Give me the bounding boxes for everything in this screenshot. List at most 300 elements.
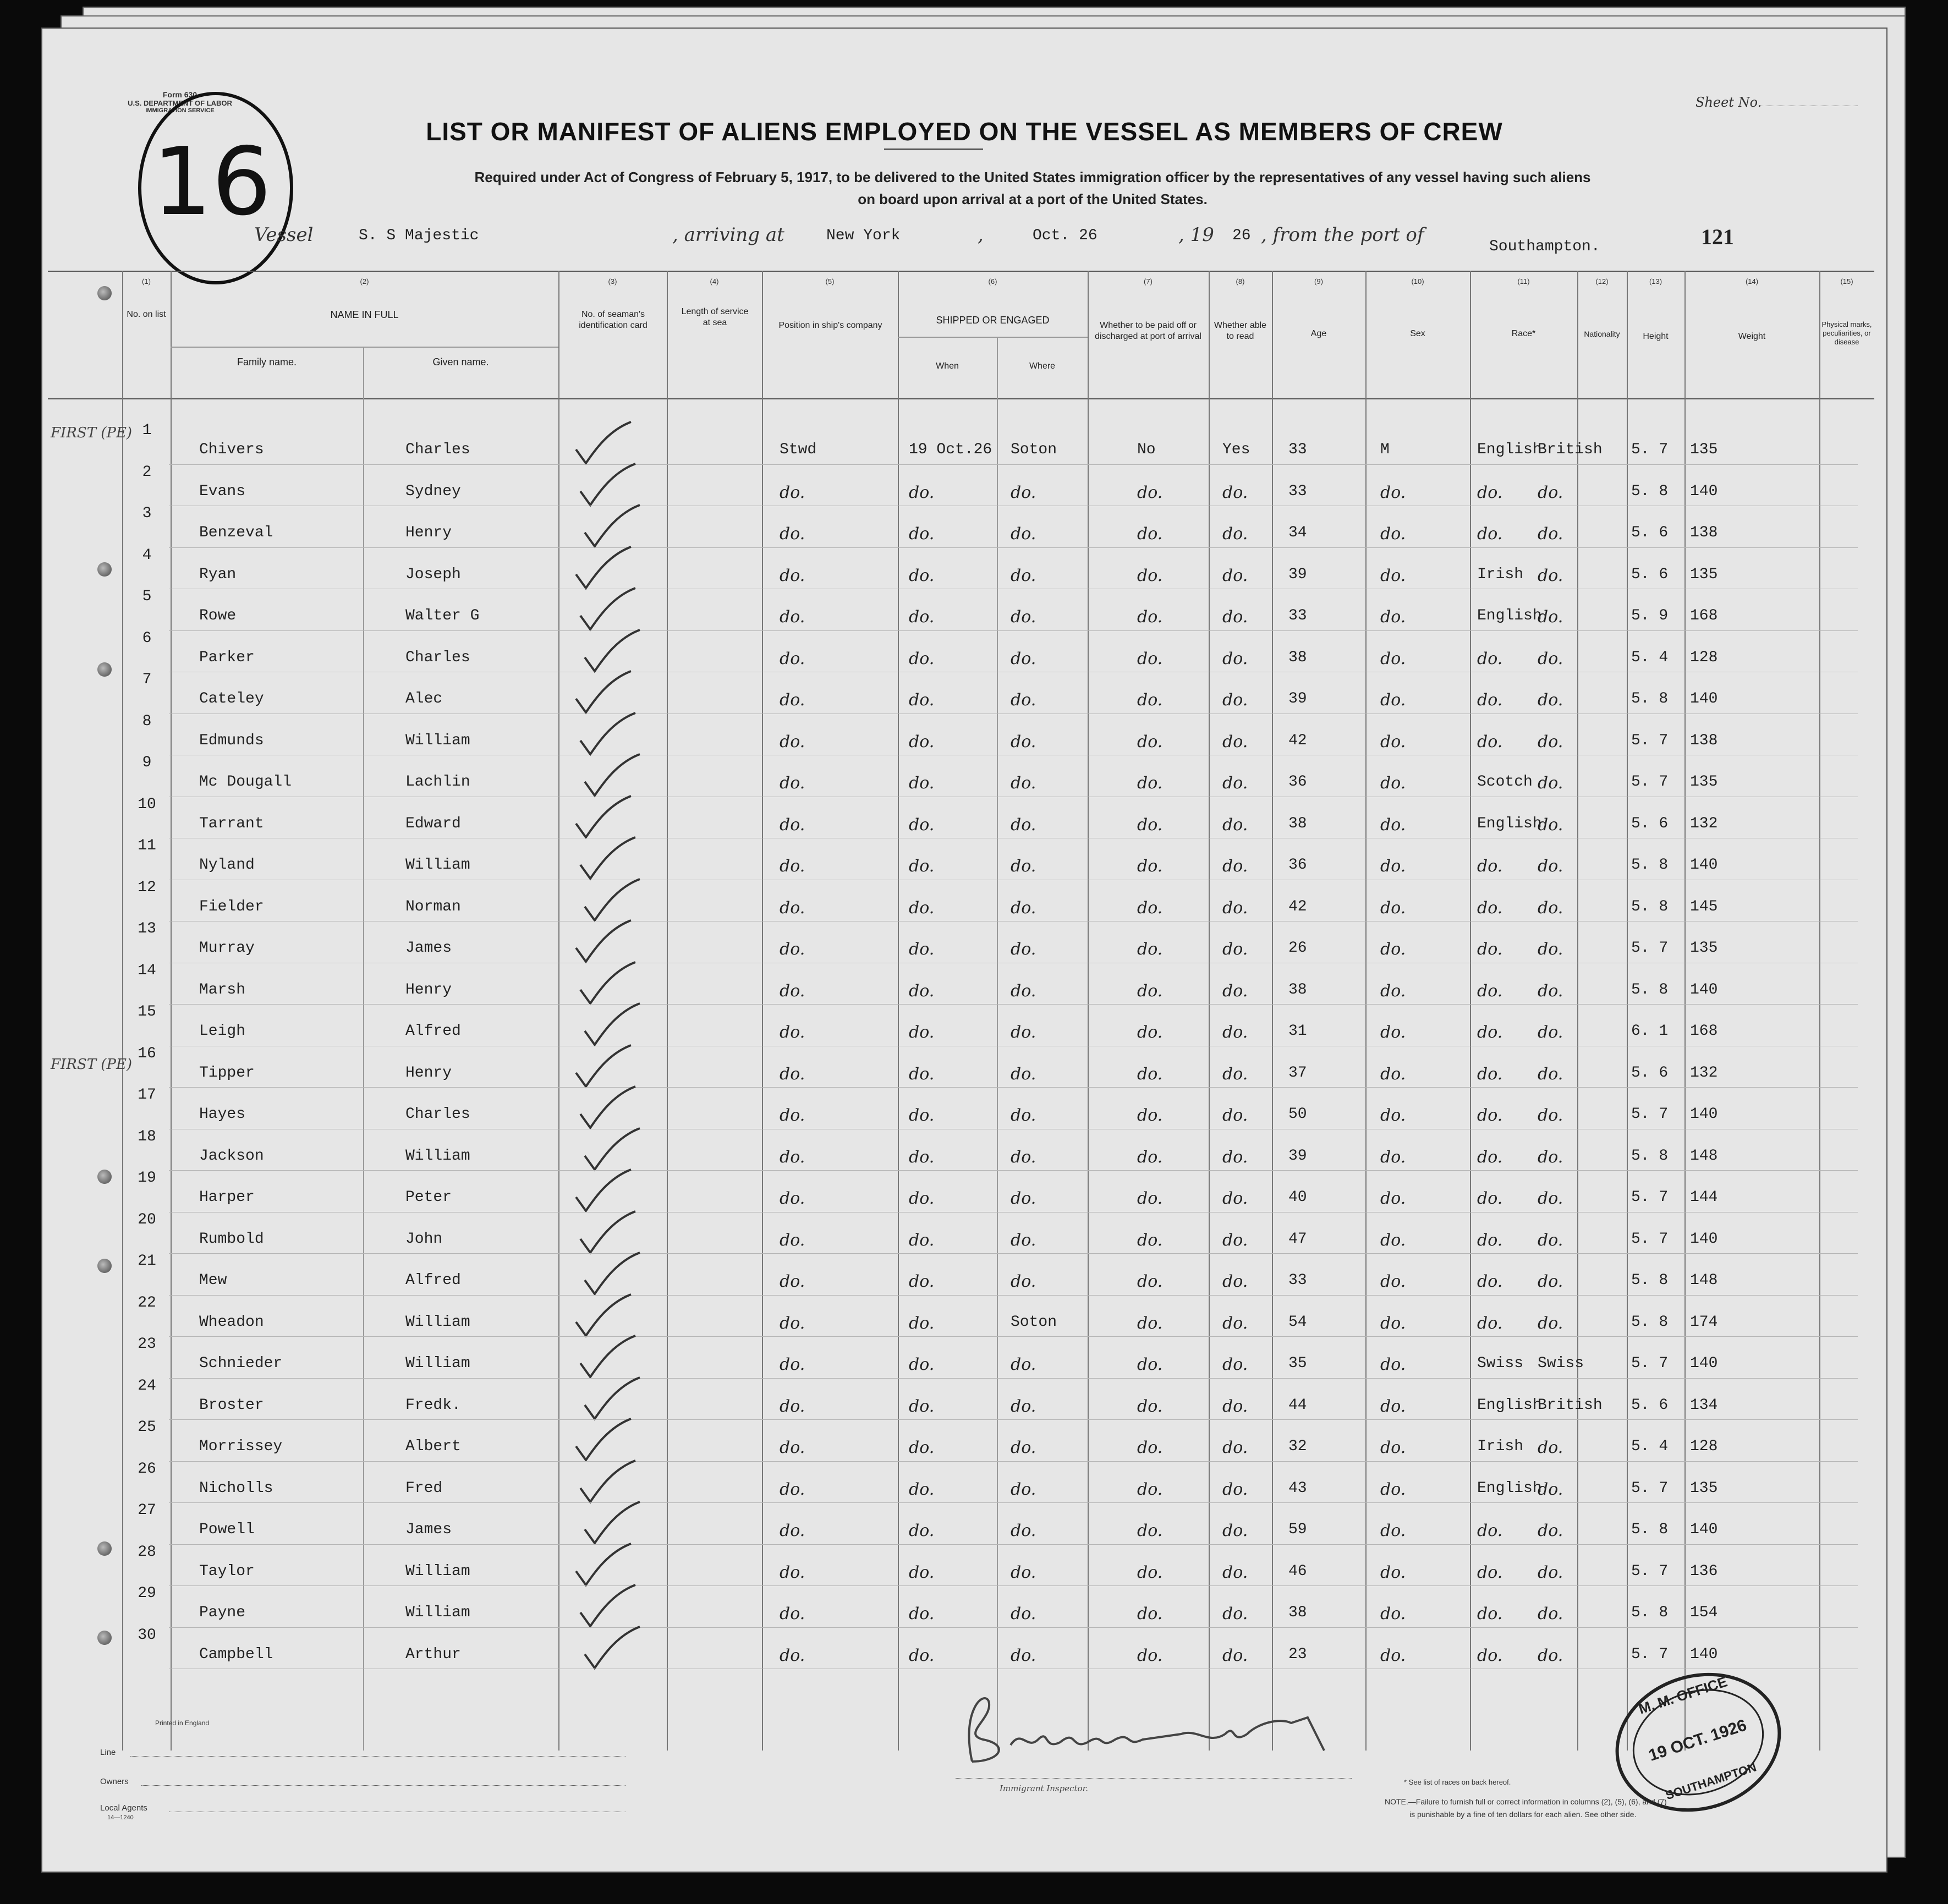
cell-paid: do. [1137,1230,1163,1250]
cell-weight: 135 [1690,566,1718,583]
row-divider [169,1419,1858,1420]
cell-height: 5. 8 [1631,482,1669,500]
cell-height: 5. 6 [1631,524,1669,541]
cell-nat: do. [1538,732,1563,751]
cell-where: do. [1011,1562,1036,1582]
line-label: Line [100,1748,116,1757]
cell-sex: do. [1380,1230,1406,1250]
row-number: 26 [138,1460,156,1478]
cell-weight: 148 [1690,1272,1718,1289]
page-title: LIST OR MANIFEST OF ALIENS EMPLOYED ON THE VESSEL AS MEMBERS OF CREW [426,117,1503,146]
cell-race: do. [1477,1064,1503,1084]
cell-pos: do. [780,1189,805,1208]
cell-when: do. [909,1479,935,1499]
row-divider [169,630,1858,631]
cell-weight: 135 [1690,940,1718,957]
cell-given: Henry [405,524,452,541]
cell-race: do. [1477,1272,1503,1291]
cell-given: Charles [405,441,470,458]
cell-sex: do. [1380,1396,1406,1416]
col-number: (9) [1314,277,1323,286]
cell-read: do. [1222,1230,1248,1250]
cell-height: 5. 7 [1631,1230,1669,1248]
cell-pos: do. [780,1230,805,1250]
row-divider [169,1378,1858,1379]
cell-sex: do. [1380,732,1406,751]
cell-age: 33 [1288,482,1307,500]
cell-sex: do. [1380,566,1406,585]
cell-given: Arthur [405,1645,461,1663]
cell-when: do. [909,815,935,835]
cell-weight: 140 [1690,857,1718,874]
col-header-name: NAME IN FULL [330,309,399,320]
row-number: 3 [142,505,152,522]
cell-where: do. [1011,1189,1036,1208]
department-name: U.S. DEPARTMENT OF LABOR [128,99,232,107]
cell-race: English [1477,607,1542,624]
cell-paid: do. [1137,1189,1163,1208]
cell-height: 5. 8 [1631,857,1669,874]
inspector-signature [950,1679,1352,1773]
cell-age: 42 [1288,898,1307,915]
cell-where: do. [1011,1521,1036,1540]
cell-sex: do. [1380,1355,1406,1374]
cell-where: do. [1011,649,1036,668]
row-number: 1 [142,422,152,439]
cell-where: do. [1011,857,1036,876]
cell-race: do. [1477,1106,1503,1125]
cell-pos: do. [780,773,805,793]
cell-paid: do. [1137,607,1163,627]
cell-given: Fred [405,1479,443,1497]
cell-nat: do. [1538,524,1563,544]
cell-age: 59 [1288,1521,1307,1538]
cell-where: do. [1011,1106,1036,1125]
races-note: * See list of races on back hereof. [1404,1778,1511,1786]
col-number: (8) [1236,277,1245,286]
cell-nat: do. [1538,1479,1563,1499]
cell-given: Lachlin [405,773,470,791]
cell-sex: do. [1380,1479,1406,1499]
cell-pos: do. [780,1521,805,1540]
crew-table-body [42,29,1886,1872]
cell-sex: do. [1380,1313,1406,1333]
arriving-label: , arriving at [672,224,784,246]
cell-read: do. [1222,1064,1248,1084]
cell-nat: do. [1538,482,1563,502]
cell-family: Wheadon [199,1313,264,1331]
cell-read: do. [1222,1355,1248,1374]
cell-given: James [405,940,452,957]
col-header-sex: Sex [1410,329,1425,338]
cell-race: do. [1477,1562,1503,1582]
cell-race: English [1477,1479,1542,1497]
cell-nat: do. [1538,1106,1563,1125]
cell-race: do. [1477,482,1503,502]
row-number: 29 [138,1585,156,1602]
cell-pos: Stwd [780,441,817,458]
cell-nat: British [1538,441,1603,458]
cell-age: 35 [1288,1355,1307,1372]
cell-age: 34 [1288,524,1307,541]
cell-age: 42 [1288,732,1307,749]
cell-pos: do. [780,1479,805,1499]
cell-given: Charles [405,649,470,666]
row-number: 16 [138,1045,156,1062]
cell-family: Leigh [199,1023,246,1040]
cell-age: 39 [1288,566,1307,583]
cell-paid: do. [1137,566,1163,585]
cell-nat: do. [1538,940,1563,959]
cell-sex: do. [1380,857,1406,876]
cell-paid: do. [1137,940,1163,959]
subtitle-line-2: on board upon arrival at a port of the United States. [858,191,1208,207]
arrival-date: Oct. 26 [1033,227,1098,244]
cell-race: Scotch [1477,773,1533,791]
cell-height: 5. 4 [1631,649,1669,666]
cell-sex: do. [1380,898,1406,918]
cell-age: 54 [1288,1313,1307,1331]
cell-read: Yes [1222,441,1250,458]
cell-family: Schnieder [199,1355,283,1372]
cell-family: Mew [199,1272,227,1289]
cell-race: do. [1477,1645,1503,1665]
cell-nat: do. [1538,898,1563,918]
cell-race: do. [1477,1521,1503,1540]
cell-where: do. [1011,732,1036,751]
cell-pos: do. [780,1438,805,1457]
cell-age: 47 [1288,1230,1307,1248]
cell-read: do. [1222,1272,1248,1291]
cell-pos: do. [780,1313,805,1333]
col-number: (10) [1411,277,1424,286]
cell-read: do. [1222,1147,1248,1167]
cell-height: 5. 7 [1631,732,1669,749]
cell-paid: do. [1137,773,1163,793]
col-number: (7) [1144,277,1153,286]
cell-when: do. [909,1355,935,1374]
cell-sex: do. [1380,1106,1406,1125]
cell-age: 50 [1288,1106,1307,1123]
cell-family: Morrissey [199,1438,283,1455]
cell-given: John [405,1230,443,1248]
cell-race: English [1477,815,1542,832]
cell-when: do. [909,1272,935,1291]
inspector-line [956,1778,1352,1779]
cell-sex: do. [1380,607,1406,627]
cell-pos: do. [780,566,805,585]
cell-family: Broster [199,1396,264,1414]
cell-weight: 136 [1690,1562,1718,1580]
col-header-read: Whether able to read [1214,321,1267,341]
row-divider [169,1170,1858,1171]
row-divider [169,1544,1858,1545]
cell-nat: do. [1538,857,1563,876]
cell-where: Soton [1011,441,1057,458]
cell-read: do. [1222,1396,1248,1416]
cell-pos: do. [780,690,805,710]
agents-label: Local Agents [100,1803,147,1813]
col-header-position: Position in ship's company [778,321,882,330]
col-header-weight: Weight [1738,332,1766,341]
cell-pos: do. [780,815,805,835]
cell-pos: do. [780,940,805,959]
comma-separator: , [978,224,984,246]
col-number: (11) [1517,277,1530,286]
cell-pos: do. [780,1106,805,1125]
cell-age: 36 [1288,773,1307,791]
cell-where: do. [1011,1479,1036,1499]
cell-when: do. [909,1064,935,1084]
cell-age: 33 [1288,1272,1307,1289]
cell-height: 5. 7 [1631,1106,1669,1123]
cell-nat: do. [1538,1064,1563,1084]
cell-where: do. [1011,690,1036,710]
col-header-shipped: SHIPPED OR ENGAGED [936,315,1050,326]
col-number: (3) [608,277,617,286]
cell-paid: do. [1137,1106,1163,1125]
cell-sex: do. [1380,524,1406,544]
cell-family: Harper [199,1189,255,1206]
cell-given: Albert [405,1438,461,1455]
vessel-name: S. S Majestic [359,227,479,244]
cell-pos: do. [780,1272,805,1291]
cell-family: Mc Dougall [199,773,292,791]
cell-paid: do. [1137,981,1163,1001]
cell-given: Peter [405,1189,452,1206]
cell-pos: do. [780,732,805,751]
cell-age: 32 [1288,1438,1307,1455]
cell-paid: do. [1137,857,1163,876]
cell-race: do. [1477,732,1503,751]
cell-weight: 138 [1690,524,1718,541]
cell-when: do. [909,566,935,585]
cell-when: do. [909,940,935,959]
row-divider [169,1336,1858,1337]
cell-when: do. [909,482,935,502]
cell-read: do. [1222,898,1248,918]
cell-paid: do. [1137,815,1163,835]
cell-weight: 140 [1690,981,1718,998]
cell-age: 46 [1288,1562,1307,1580]
cell-when: do. [909,1438,935,1457]
cell-sex: M [1380,441,1390,458]
cell-where: do. [1011,1438,1036,1457]
row-number: 27 [138,1502,156,1519]
cell-height: 5. 8 [1631,1147,1669,1165]
cell-race: do. [1477,649,1503,668]
cell-given: Edward [405,815,461,832]
cell-family: Taylor [199,1562,255,1580]
cell-given: Walter G [405,607,480,624]
cell-paid: do. [1137,1479,1163,1499]
cell-family: Ryan [199,566,237,583]
cell-weight: 135 [1690,1479,1718,1497]
row-number: 21 [138,1253,156,1270]
cell-race: do. [1477,1230,1503,1250]
cell-nat: do. [1538,773,1563,793]
cell-race: do. [1477,524,1503,544]
sheet-label: Sheet No. [1695,95,1762,110]
cell-height: 5. 8 [1631,898,1669,915]
cell-family: Jackson [199,1147,264,1165]
cell-pos: do. [780,1064,805,1084]
cell-pos: do. [780,898,805,918]
vessel-label: Vessel [254,224,314,246]
cell-nat: do. [1538,1313,1563,1333]
cell-given: William [405,732,470,749]
cell-given: William [405,1604,470,1621]
cell-age: 26 [1288,940,1307,957]
cell-sex: do. [1380,1189,1406,1208]
cell-nat: do. [1538,815,1563,835]
cell-paid: do. [1137,649,1163,668]
cell-paid: do. [1137,1147,1163,1167]
cell-family: Tarrant [199,815,264,832]
cell-age: 38 [1288,981,1307,998]
cell-family: Edmunds [199,732,264,749]
cell-given: Alfred [405,1023,461,1040]
cell-pos: do. [780,1604,805,1623]
cell-sex: do. [1380,649,1406,668]
col-header-given: Given name. [432,356,489,367]
cell-weight: 174 [1690,1313,1718,1331]
col-number: (1) [142,277,151,286]
cell-height: 5. 7 [1631,1479,1669,1497]
row-number: 9 [142,754,152,771]
cell-paid: do. [1137,1313,1163,1333]
cell-where: do. [1011,1023,1036,1042]
cell-given: Henry [405,981,452,998]
row-number: 6 [142,629,152,647]
cell-nat: do. [1538,1645,1563,1665]
cell-where: do. [1011,773,1036,793]
check-mark-icon [579,1624,645,1673]
cell-family: Murray [199,940,255,957]
subtitle-line-1: Required under Act of Congress of February 5, 1917, to be delivered to the United States immigration officer by the representatives of any vessel having such aliens [474,169,1591,185]
cell-sex: do. [1380,1023,1406,1042]
cell-family: Benzeval [199,524,273,541]
margin-note: FIRST (PE) [51,425,133,441]
cell-read: do. [1222,1438,1248,1457]
row-number: 24 [138,1377,156,1395]
cell-height: 5. 7 [1631,441,1669,458]
cell-when: do. [909,1313,935,1333]
cell-weight: 140 [1690,1355,1718,1372]
row-number: 17 [138,1087,156,1104]
col-header-nationality: Nationality [1584,330,1620,338]
row-number: 10 [138,795,156,813]
handwritten-number: 16 [152,128,272,237]
cell-family: Rumbold [199,1230,264,1248]
cell-when: do. [909,1230,935,1250]
cell-where: do. [1011,981,1036,1001]
cell-race: English [1477,441,1542,458]
row-number: 28 [138,1543,156,1561]
cell-weight: 128 [1690,649,1718,666]
form-number: Form 630 [162,90,197,99]
stamp-city: SOUTHAMPTON [1664,1760,1758,1803]
row-number: 22 [138,1294,156,1312]
printed-in: Printed in England [155,1719,210,1727]
cell-height: 5. 8 [1631,690,1669,707]
cell-weight: 132 [1690,1064,1718,1082]
cell-paid: do. [1137,1064,1163,1084]
col-header-when: When [936,361,959,371]
col-header-where: Where [1029,361,1056,371]
note-line-2: is punishable by a fine of ten dollars for each alien. See other side. [1409,1810,1637,1819]
owners-label: Owners [100,1777,129,1786]
cell-family: Powell [199,1521,255,1538]
cell-where: do. [1011,1147,1036,1167]
col-header-no: No. on list [127,310,166,319]
row-number: 20 [138,1211,156,1228]
inspector-label: Immigrant Inspector. [1000,1784,1088,1793]
cell-when: do. [909,1106,935,1125]
cell-nat: do. [1538,1272,1563,1291]
cell-paid: do. [1137,1023,1163,1042]
cell-nat: British [1538,1396,1603,1414]
cell-age: 33 [1288,441,1307,458]
cell-nat: do. [1538,566,1563,585]
cell-sex: do. [1380,940,1406,959]
cell-height: 5. 7 [1631,1355,1669,1372]
cell-when: do. [909,1396,935,1416]
cell-sex: do. [1380,981,1406,1001]
cell-read: do. [1222,524,1248,544]
col-number: (4) [710,277,719,286]
cell-sex: do. [1380,1645,1406,1665]
cell-height: 5. 9 [1631,607,1669,624]
cell-when: do. [909,1562,935,1582]
cell-pos: do. [780,1562,805,1582]
cell-family: Nicholls [199,1479,273,1497]
cell-age: 44 [1288,1396,1307,1414]
cell-read: do. [1222,607,1248,627]
row-divider [169,1087,1858,1088]
row-number: 12 [138,879,156,896]
cell-read: do. [1222,815,1248,835]
cell-when: do. [909,607,935,627]
cell-height: 5. 6 [1631,1396,1669,1414]
cell-where: do. [1011,524,1036,544]
cell-where: do. [1011,1272,1036,1291]
cell-given: Joseph [405,566,461,583]
departure-port: Southampton. [1489,238,1600,255]
row-number: 14 [138,962,156,979]
row-divider [169,1004,1858,1005]
col-header-family: Family name. [237,356,297,367]
cell-race: do. [1477,690,1503,710]
cell-weight: 128 [1690,1438,1718,1455]
cell-read: do. [1222,1604,1248,1623]
cell-when: 19 Oct.26 [909,441,992,458]
cell-weight: 140 [1690,482,1718,500]
row-number: 25 [138,1419,156,1436]
stamp-date: 19 OCT. 1926 [1646,1716,1749,1765]
cell-family: Marsh [199,981,246,998]
row-divider [169,1253,1858,1254]
cell-given: Charles [405,1106,470,1123]
cell-race: Swiss [1477,1355,1524,1372]
cell-where: do. [1011,1604,1036,1623]
cell-nat: do. [1538,1230,1563,1250]
cell-height: 5. 4 [1631,1438,1669,1455]
cell-where: do. [1011,1064,1036,1084]
cell-when: do. [909,981,935,1001]
row-divider [169,547,1858,548]
cell-nat: do. [1538,1438,1563,1457]
